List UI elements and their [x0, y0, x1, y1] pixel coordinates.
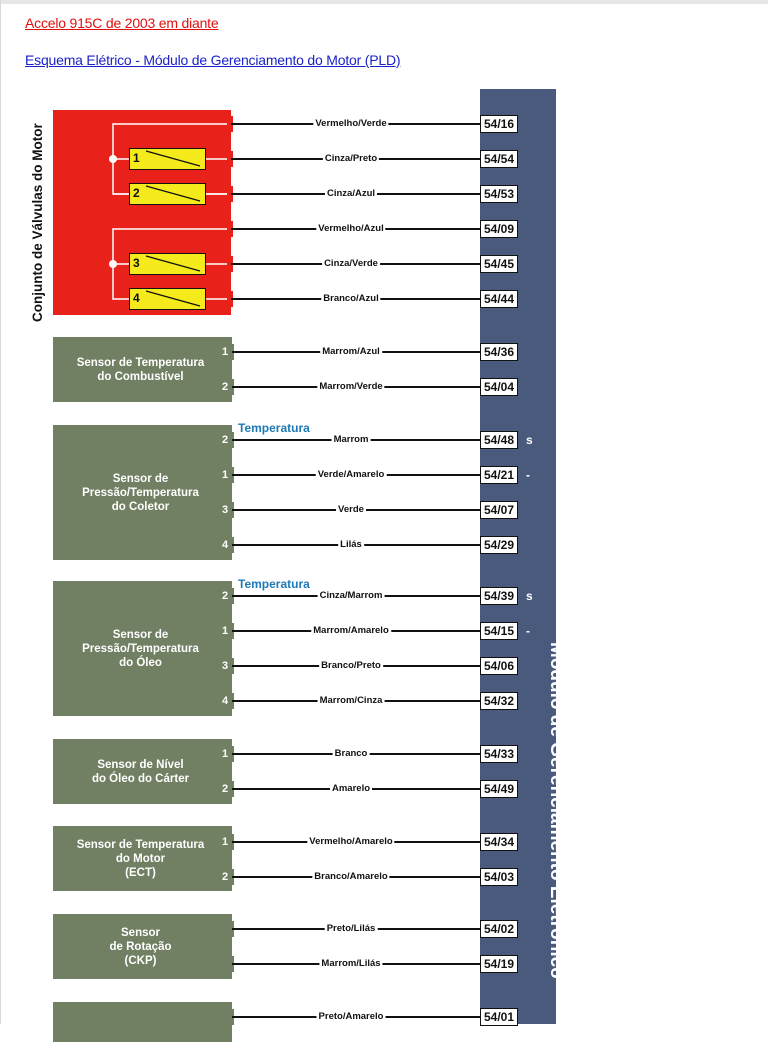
wire-color-label: Cinza/Marrom [319, 590, 383, 601]
terminal-label: 54/32 [480, 692, 518, 710]
pin-number: 2 [222, 783, 229, 795]
temperature-label-oil: Temperatura [238, 577, 310, 591]
terminal-label: 54/21 [480, 466, 518, 484]
wire-color-label: Marrom/Lilás [321, 958, 381, 969]
terminal-label: 54/04 [480, 378, 518, 396]
sensor-name: Sensor de Pressão/Temperatura do Óleo [82, 628, 199, 669]
wire-color-label: Branco/Amarelo [314, 871, 388, 882]
schema-link[interactable]: Esquema Elétrico - Módulo de Gerenciamento do Motor (PLD) [25, 52, 401, 68]
sensor-engine-temperature [53, 826, 232, 891]
terminal-label: 54/06 [480, 657, 518, 675]
solenoid-2-label: 2 [133, 186, 140, 200]
solenoid-3 [129, 253, 206, 275]
wire-color-label: Vermelho/Amarelo [309, 836, 393, 847]
terminal-label: 54/33 [480, 745, 518, 763]
sensor-rotation [53, 914, 232, 979]
wire-color-label: Marrom [333, 434, 369, 445]
wire-color-label: Preto/Lilás [326, 923, 376, 934]
wire-color-label: Cinza/Preto [324, 153, 378, 164]
terminal-label: 54/45 [480, 255, 518, 273]
temperature-label-manifold: Temperatura [238, 421, 310, 435]
sensor-name: Sensor de Pressão/Temperatura do Coletor [82, 472, 199, 513]
wire-color-label: Marrom/Verde [319, 381, 383, 392]
sensor-fuel-temperature [53, 337, 232, 402]
wire-color-label: Branco [334, 748, 368, 759]
pin-number: 1 [222, 346, 229, 358]
terminal-label: 54/54 [480, 150, 518, 168]
pin-number: 2 [222, 590, 229, 602]
sensor-partial [53, 1002, 232, 1042]
wire-color-label: Marrom/Azul [322, 346, 380, 357]
terminal-label: 54/39 [480, 587, 518, 605]
pin-number: 1 [222, 836, 229, 848]
pin-number: 1 [222, 748, 229, 760]
solenoid-4 [129, 288, 206, 310]
wire-color-label: Marrom/Cinza [319, 695, 383, 706]
sensor-name: Sensor de Temperatura do Motor (ECT) [76, 838, 205, 879]
signal-mark: - [526, 624, 530, 638]
terminal-label: 54/36 [480, 343, 518, 361]
solenoid-1-label: 1 [133, 151, 140, 165]
wire-color-label: Vermelho/Verde [315, 118, 387, 129]
valve-internal-wiring [53, 110, 231, 315]
wire-color-label: Branco/Azul [323, 293, 379, 304]
wire-color-label: Vermelho/Azul [318, 223, 384, 234]
wire-color-label: Lilás [340, 539, 362, 550]
pin-number: 4 [222, 539, 229, 551]
terminal-label: 54/34 [480, 833, 518, 851]
terminal-label: 54/02 [480, 920, 518, 938]
sensor-name: Sensor de Nível do Óleo do Cárter [91, 758, 190, 785]
wire-color-label: Amarelo [331, 783, 371, 794]
terminal-label: 54/44 [480, 290, 518, 308]
terminal-label: 54/49 [480, 780, 518, 798]
solenoid-4-label: 4 [133, 291, 140, 305]
terminal-label: 54/15 [480, 622, 518, 640]
solenoid-1 [129, 148, 206, 170]
terminal-label: 54/09 [480, 220, 518, 238]
valve-set-title: Conjunto de Válvulas do Motor [30, 123, 45, 322]
sensor-name: Sensor de Temperatura do Combustível [76, 356, 205, 383]
valve-set-block [53, 110, 231, 315]
terminal-label: 54/16 [480, 115, 518, 133]
wire-color-label: Cinza/Verde [324, 258, 378, 269]
terminal-label: 54/07 [480, 501, 518, 519]
pin-number: 1 [222, 625, 229, 637]
terminal-label: 54/19 [480, 955, 518, 973]
sensor-name: Sensor de Rotação (CKP) [109, 926, 172, 967]
terminal-label: 54/29 [480, 536, 518, 554]
terminal-label: 54/03 [480, 868, 518, 886]
pin-number: 2 [222, 381, 229, 393]
pin-number: 4 [222, 695, 229, 707]
wire-color-label: Branco/Preto [321, 660, 381, 671]
terminal-label: 54/53 [480, 185, 518, 203]
terminal-label: 54/01 [480, 1008, 518, 1026]
pin-number: 3 [222, 504, 229, 516]
pin-number: 2 [222, 434, 229, 446]
solenoid-3-label: 3 [133, 256, 140, 270]
sensor-manifold-pressure-temperature [53, 425, 232, 560]
pin-number: 3 [222, 660, 229, 672]
model-link[interactable]: Accelo 915C de 2003 em diante [25, 15, 219, 31]
terminal-label: 54/48 [480, 431, 518, 449]
wire-color-label: Preto/Amarelo [318, 1011, 384, 1022]
sensor-oil-level [53, 739, 232, 804]
wire-color-label: Verde [338, 504, 364, 515]
module-title: Módulo de Gerenciamento Eletrônico [546, 642, 567, 979]
signal-mark: s [526, 433, 533, 447]
solenoid-2 [129, 183, 206, 205]
wire-color-label: Verde/Amarelo [317, 469, 385, 480]
pin-number: 2 [222, 871, 229, 883]
wire-color-label: Marrom/Amarelo [313, 625, 389, 636]
pin-number: 1 [222, 469, 229, 481]
wire-color-label: Cinza/Azul [326, 188, 376, 199]
signal-mark: s [526, 589, 533, 603]
sensor-oil-pressure-temperature [53, 581, 232, 716]
signal-mark: - [526, 468, 530, 482]
